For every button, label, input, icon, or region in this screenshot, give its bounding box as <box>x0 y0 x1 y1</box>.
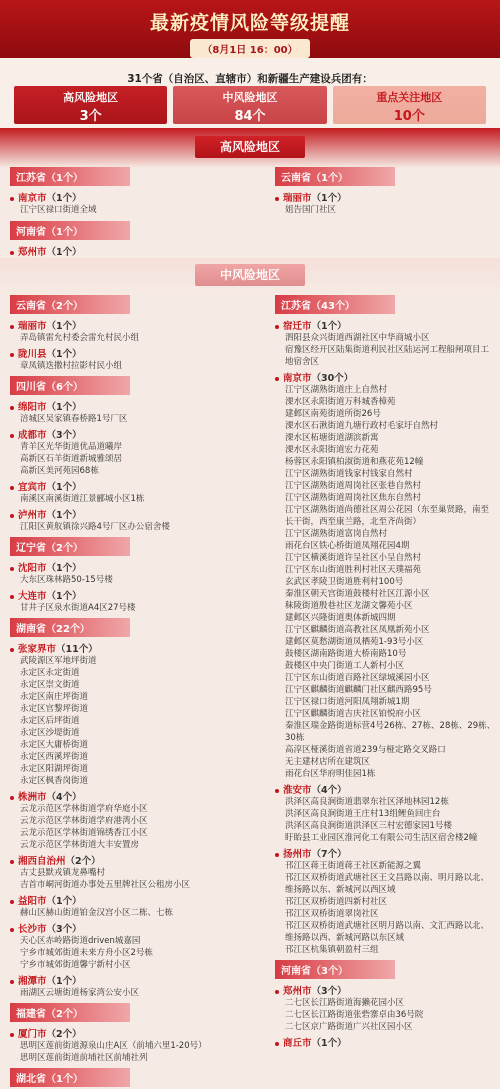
city-name: 厦门市 <box>18 1029 47 1040</box>
city-count: （3个） <box>311 986 347 997</box>
province-block <box>10 1002 260 1064</box>
area-item: 杨蓉区永阳镇柏淑街道和燕花苑12幢 <box>285 457 424 467</box>
city-count: （2个） <box>65 856 101 867</box>
area-item: 鼓楼区湖南路街道大桥南路10号 <box>285 649 407 659</box>
mid-right-column <box>275 294 497 1062</box>
area-item: 云龙示范区学林街道大丰安置房 <box>20 840 140 850</box>
province-block <box>10 166 245 216</box>
area-item: 永定区阳湖坪街道 <box>20 764 89 774</box>
area-item: 永定区南庄坪街道 <box>20 692 89 702</box>
city-header <box>275 1035 497 1049</box>
province-header: 湖南省（22个） <box>10 618 130 637</box>
area-item: 涪城区吴家镇春桥路1号厂区 <box>20 414 128 424</box>
city-count: （11个） <box>56 644 98 655</box>
city-count: （30个） <box>311 373 354 384</box>
city-count: （7个） <box>311 849 347 860</box>
city-header <box>275 370 497 384</box>
focus-label: 重点关注地区 <box>376 91 443 104</box>
area-item: 江阳区黄舣镇徐兴路4号厂区办公宿舍楼 <box>20 522 170 532</box>
city-count: （1个） <box>311 193 347 204</box>
city-name: 宜宾市 <box>18 482 47 493</box>
area-item: 思明区莲前街道前埔社区前埔社列 <box>20 1053 148 1063</box>
city-name: 长沙市 <box>18 924 47 935</box>
area-item: 弄岛镇雷允村委会雷允村民小组 <box>20 333 140 343</box>
city-name: 郑州市 <box>283 986 312 997</box>
area-item: 云龙示范区学林街道学府港湾小区 <box>20 816 148 826</box>
area-item: 洪泽区高良涧街道翡翠东社区泽地林园12栋 <box>285 797 449 807</box>
area-item: 秦淮区瑞金路街道标营4号26栋、27栋、28栋、29栋、30栋 <box>285 721 496 743</box>
city-header <box>10 507 260 521</box>
city-name: 陇川县 <box>18 349 47 360</box>
city-header <box>10 479 260 493</box>
area-item: 南溪区南溪街道江景郦城小区1栋 <box>20 494 145 504</box>
city-count: （4个） <box>311 785 347 796</box>
area-item: 高新区美河苑园68栋 <box>20 466 99 476</box>
area-item: 建邺区南苑街道所街26号 <box>285 409 381 419</box>
city-count: （1个） <box>46 349 82 360</box>
area-item: 雨花台区铁心桥街道凤翔花园4期 <box>285 541 410 551</box>
city-header <box>10 318 260 332</box>
city-count: （1个） <box>311 1038 347 1049</box>
high-risk-banner: 高风险地区 <box>195 136 305 158</box>
province-header: 河南省（3个） <box>275 960 395 979</box>
province-block <box>275 959 497 1049</box>
area-item: 永定区崇文街道 <box>20 680 80 690</box>
city-name: 绵阳市 <box>18 402 47 413</box>
area-item: 宁乡市城郊街道未来方舟小区2号栋 <box>20 948 153 958</box>
city-name: 南京市 <box>283 373 312 384</box>
update-date: （8月1日 16：00） <box>190 39 309 58</box>
area-item: 赫山区赫山街道铂金汉宫小区二栋、七栋 <box>20 908 174 918</box>
province-block <box>275 166 490 216</box>
area-item: 江宁区横溪街道许呈社区小呈自然村 <box>285 553 422 563</box>
city-header <box>10 973 260 987</box>
province-header: 江苏省（43个） <box>275 295 395 314</box>
area-item: 建邺区莫愁湖街道凤栖苑1-93号小区 <box>285 637 424 647</box>
area-item: 古丈县默戎镇龙鼻嘴村 <box>20 868 106 878</box>
province-block <box>275 294 497 956</box>
city-header <box>275 846 497 860</box>
province-header: 云南省（1个） <box>275 167 395 186</box>
header <box>0 0 500 58</box>
area-item: 江宁区禄口街道全域 <box>20 205 97 215</box>
city-name: 沈阳市 <box>18 563 47 574</box>
area-item: 邗江区双桥街道四新村社区 <box>285 897 388 907</box>
city-name: 商丘市 <box>283 1038 312 1049</box>
city-name: 湘西自治州 <box>18 856 66 867</box>
area-item: 武陵源区军地坪街道 <box>20 656 97 666</box>
area-item: 章凤镇迭撒村拉影村民小组 <box>20 361 123 371</box>
city-count: （2个） <box>46 1029 82 1040</box>
area-item: 天心区赤岭路街道driven城嘉园 <box>20 936 141 946</box>
city-header <box>10 789 260 803</box>
area-item: 雨湖区云塘街道杨家湾公安小区 <box>20 988 140 998</box>
city-header <box>10 560 260 574</box>
area-item: 二七区长江路街道张砦寨卓由36号院 <box>285 1010 424 1020</box>
area-item: 永定区西溪坪街道 <box>20 752 89 762</box>
area-item: 青羊区光华街道优品道曦岸 <box>20 442 123 452</box>
city-name: 瑞丽市 <box>283 193 312 204</box>
province-header: 云南省（2个） <box>10 295 130 314</box>
area-item: 宁乡市城郊街道馨宁新村小区 <box>20 960 131 970</box>
province-block <box>10 294 260 372</box>
area-item: 秦淮区朝天宫街道鼓楼村社区江源小区 <box>285 589 430 599</box>
area-item: 邗江区双桥街道武塘社区王文昌路以南、明月路以北、维扬路以东、新城河以西区域 <box>285 873 490 895</box>
area-item: 江宁区湖熟街道钱家村钱家自然村 <box>285 469 413 479</box>
area-item: 溧水区永阳街道宏力花苑 <box>285 445 379 455</box>
area-item: 江宁区湖熟街道周岗社区张巷自然村 <box>285 481 422 491</box>
area-item: 鼓楼区中央门街道工人新村小区 <box>285 661 405 671</box>
area-item: 江宁区东山街道胜利村社区天璞福苑 <box>285 565 422 575</box>
summary-intro: 31个省（自治区、直辖市）和新疆生产建设兵团有： <box>127 73 373 85</box>
area-item: 无主建材店所在建筑区 <box>285 757 371 767</box>
mid-risk-card <box>173 86 326 124</box>
high-risk-count: 3个 <box>79 109 102 124</box>
city-header <box>275 318 497 332</box>
area-item: 建邺区兴隆街道奥体新城四期 <box>285 613 396 623</box>
page-title: 最新疫情风险等级提醒 <box>149 12 350 34</box>
city-count: （1个） <box>311 321 347 332</box>
area-item: 二七区京广路街道广兴社区园小区 <box>285 1022 413 1032</box>
area-item: 姐告国门社区 <box>285 205 337 215</box>
area-item: 邗江区杭集镇朝盈村三组 <box>285 945 379 955</box>
city-header <box>275 782 497 796</box>
focus-card <box>333 86 486 124</box>
province-header: 辽宁省（2个） <box>10 537 130 556</box>
area-item: 高新区石羊街道新城雅颂居 <box>20 454 123 464</box>
city-name: 张家界市 <box>18 644 57 655</box>
area-item: 云龙示范区学林街道学府华庭小区 <box>20 804 148 814</box>
city-count: （4个） <box>46 792 82 803</box>
area-item: 溧水区柘塘街道湖滨新寓 <box>285 433 379 443</box>
city-header <box>10 853 260 867</box>
area-item: 吉首市峒河街道办事处五里牌社区公租房小区 <box>20 880 191 890</box>
area-item: 二七区长江路街道海獭花园小区 <box>285 998 405 1008</box>
city-name: 南京市 <box>18 193 47 204</box>
area-item: 大东区珠林路50-15号楼 <box>20 575 113 585</box>
area-item: 泗阳县众兴街道西湖社区中华商城小区 <box>285 333 430 343</box>
city-count: （1个） <box>46 482 82 493</box>
city-header <box>10 1026 260 1040</box>
high-risk-card <box>14 86 167 124</box>
city-name: 益阳市 <box>18 896 47 907</box>
area-item: 江宁区禄口街道河阳凤翔新城1期 <box>285 697 410 707</box>
city-name: 瑞丽市 <box>18 321 47 332</box>
area-item: 江宁区东山街道百路社区绿城溪园小区 <box>285 673 430 683</box>
city-count: （1个） <box>46 896 82 907</box>
area-item: 邗江区双桥街道翠岗社区 <box>285 909 379 919</box>
city-count: （1个） <box>46 402 82 413</box>
area-item: 永定区枫香岗街道 <box>20 776 89 786</box>
area-item: 永定区永定街道 <box>20 668 80 678</box>
province-header: 四川省（6个） <box>10 376 130 395</box>
area-item: 洪泽区高良涧街道王庄村13组鲤鱼回庄台 <box>285 809 441 819</box>
area-item: 玄武区孝陵卫街道胜利村100号 <box>285 577 404 587</box>
city-count: （3个） <box>46 430 82 441</box>
area-item: 宿豫区经开区陆集街道利民社区陆运河工程船闸项目工地宿舍区 <box>285 345 490 367</box>
city-name: 郑州市 <box>18 247 47 258</box>
area-item: 溧水区石湫街道九塘行政村毛家圩自然村 <box>285 421 439 431</box>
city-header <box>10 588 260 602</box>
area-item: 江宁区湖熟街道周岗社区焦东自然村 <box>285 493 422 503</box>
city-name: 宿迁市 <box>283 321 312 332</box>
city-count: （1个） <box>46 510 82 521</box>
city-name: 扬州市 <box>283 849 312 860</box>
province-block <box>10 617 260 999</box>
city-header <box>275 983 497 997</box>
area-item: 江宁区湖熟街道尚德社区周公花园（东至巢贤路，南至长干街，西至康兰路，北至齐尚街） <box>285 505 490 527</box>
city-name: 成都市 <box>18 430 47 441</box>
city-header <box>10 641 260 655</box>
city-header <box>275 190 490 204</box>
city-header <box>10 244 245 258</box>
area-item: 盱眙县工业园区淮河化工有限公司生活区宿舍楼2幢 <box>285 833 478 843</box>
city-name: 淮安市 <box>283 785 312 796</box>
city-header <box>10 893 260 907</box>
focus-count: 10个 <box>393 109 425 124</box>
area-item: 邗江区双桥街道武塘社区明月路以南、文汇西路以北、维扬路以西、新城河路以东区域 <box>285 921 490 943</box>
high-risk-label: 高风险地区 <box>63 91 119 104</box>
mid-risk-count: 84个 <box>234 109 266 124</box>
city-name: 株洲市 <box>18 792 47 803</box>
province-header: 河南省（1个） <box>10 221 130 240</box>
high-right-column <box>275 166 490 220</box>
area-item: 永定区大庸桥街道 <box>20 740 89 750</box>
area-item: 永定区官黎坪街道 <box>20 704 89 714</box>
area-item: 溧水区永阳街道万科城香樟苑 <box>285 397 396 407</box>
area-item: 永定区后坪街道 <box>20 716 80 726</box>
city-count: （1个） <box>46 321 82 332</box>
area-item: 思明区莲前街道源泉山庄A区（前埔六里1-20号） <box>20 1041 207 1051</box>
city-count: （1个） <box>46 193 82 204</box>
city-count: （1个） <box>46 247 82 258</box>
province-block <box>10 375 260 533</box>
mid-risk-label: 中风险地区 <box>222 91 278 104</box>
area-item: 甘井子区泉水街道A4区27号楼 <box>20 603 136 613</box>
city-header <box>10 190 245 204</box>
area-item: 秣陵街道殷巷社区龙湖文馨苑小区 <box>285 601 413 611</box>
summary-cards <box>14 86 486 124</box>
area-item: 高淳区桠溪街道省道239与桠定路交叉路口 <box>285 745 446 755</box>
city-count: （1个） <box>46 563 82 574</box>
city-header <box>10 399 260 413</box>
city-count: （1个） <box>46 976 82 987</box>
mid-risk-banner: 中风险地区 <box>195 264 305 286</box>
city-count: （1个） <box>46 591 82 602</box>
area-item: 洪泽区高良涧街道洪泽区三村宏德家园1号楼 <box>285 821 452 831</box>
area-item: 云龙示范区学林街道锦绣香江小区 <box>20 828 148 838</box>
city-header <box>10 427 260 441</box>
mid-left-column <box>10 294 260 1085</box>
area-item: 永定区沙堤街道 <box>20 728 80 738</box>
province-header: 江苏省（1个） <box>10 167 130 186</box>
province-header: 福建省（2个） <box>10 1003 130 1022</box>
city-name: 湘潭市 <box>18 976 47 987</box>
area-item: 江宁区湖熟街道庄上自然村 <box>285 385 388 395</box>
city-header <box>10 346 260 360</box>
area-item: 雨花台区华府明佳园1栋 <box>285 769 376 779</box>
area-item: 邗江区蒋王街道蒋王社区新能源之翼 <box>285 861 422 871</box>
area-item: 江宁区麒麟街道高教社区凤凰新苑小区 <box>285 625 430 635</box>
city-header <box>10 921 260 935</box>
area-item: 江宁区麒麟街道吉庆社区铂悦府小区 <box>285 709 422 719</box>
area-item: 江宁区湖熟街道富岗自然村 <box>285 529 388 539</box>
area-item: 江宁区麒麟街道麒麟门社区麒西路95号 <box>285 685 432 695</box>
province-block <box>10 1067 260 1089</box>
city-name: 大连市 <box>18 591 47 602</box>
city-name: 泸州市 <box>18 510 47 521</box>
province-header: 湖北省（1个） <box>10 1068 130 1087</box>
city-count: （3个） <box>46 924 82 935</box>
province-block <box>10 536 260 614</box>
